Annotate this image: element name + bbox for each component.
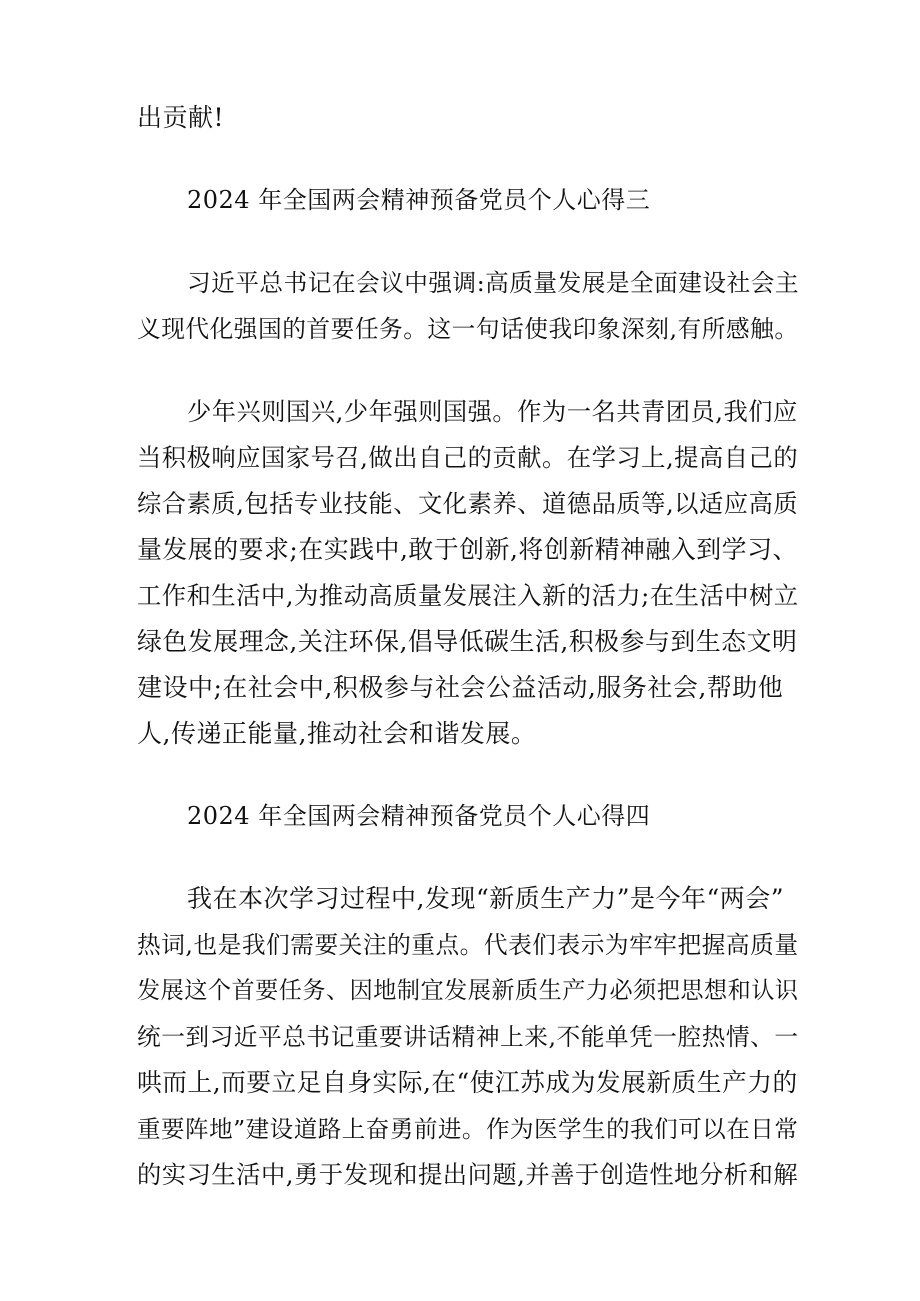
paragraph-line: 量发展的要求;在实践中,敢于创新,将创新精神融入到学习、 (137, 535, 798, 564)
paragraph-line: 义现代化强国的首要任务。这一句话使我印象深刻,有所感触。 (137, 315, 799, 343)
paragraph-line: 的实习生活中,勇于发现和提出问题,并善于创造性地分析和解 (137, 1160, 799, 1189)
paragraph-line: 少年兴则国兴,少年强则国强。作为一名共青团员,我们应 (187, 397, 798, 426)
section-3-heading: 2024 年全国两会精神预备党员个人心得三 (187, 186, 651, 214)
paragraph-line: 综合素质,包括专业技能、文化素养、道德品质等,以适应高质 (137, 489, 799, 518)
paragraph-line: 我在本次学习过程中,发现“新质生产力”是今年“两会” (187, 884, 785, 913)
paragraph-line: 人,传递正能量,推动社会和谐发展。 (137, 719, 537, 748)
paragraph-line: 绿色发展理念,关注环保,倡导低碳生活,积极参与到生态文明 (137, 627, 798, 656)
paragraph-line: 热词,也是我们需要关注的重点。代表们表示为牢牢把握高质量 (137, 931, 799, 959)
paragraph-line: 当积极响应国家号召,做出自己的贡献。在学习上,提高自己的 (137, 443, 799, 472)
paragraph-line: 建设中;在社会中,积极参与社会公益活动,服务社会,帮助他 (137, 673, 784, 702)
paragraph-line: 哄而上,而要立足自身实际,在“使江苏成为发展新质生产力的 (137, 1068, 798, 1097)
paragraph-line: 习近平总书记在会议中强调:高质量发展是全面建设社会主 (187, 269, 799, 297)
paragraph-line: 重要阵地”建设道路上奋勇前进。作为医学生的我们可以在日常 (137, 1115, 799, 1143)
paragraph-line: 发展这个首要任务、因地制宜发展新质生产力必须把思想和认识 (137, 978, 799, 1004)
paragraph-line: 工作和生活中,为推动高质量发展注入新的活力;在生活中树立 (137, 581, 799, 610)
section-4-heading: 2024 年全国两会精神预备党员个人心得四 (187, 802, 651, 830)
paragraph-line: 统一到习近平总书记重要讲话精神上来,不能单凭一腔热情、一 (137, 1023, 799, 1051)
carryover-text: 出贡献! (137, 103, 225, 132)
